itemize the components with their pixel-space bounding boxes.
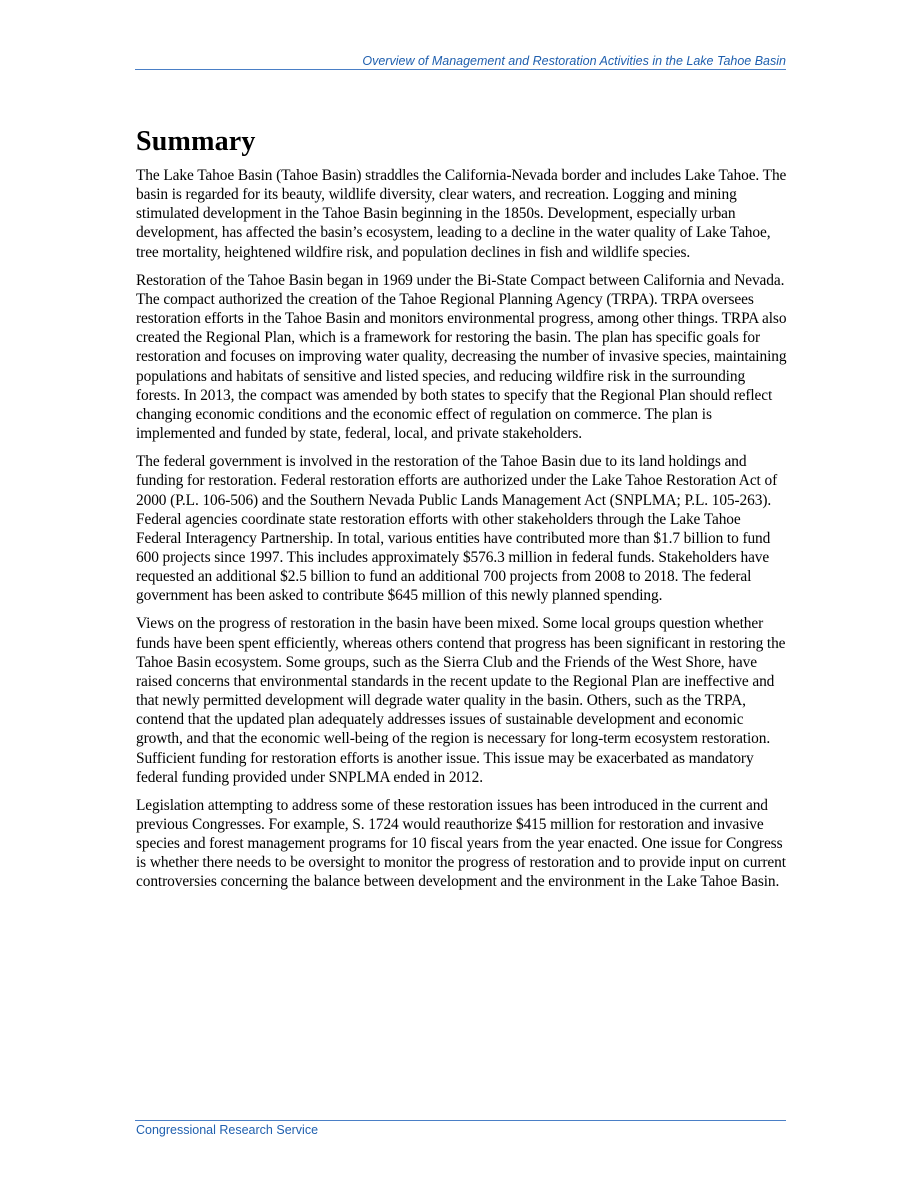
section-title: Summary [136,126,256,157]
paragraph-restoration-history: Restoration of the Tahoe Basin began in 1969 under the Bi-State Compact between California and Nevada. The compact authorized the creation of the Tahoe Regional Planning Agency (TRPA). TRPA oversees restoration efforts in the Tahoe Basin and monitors environmental progress, among other things. TRPA also created the Regional Plan, which is a framework for restoring the basin. The plan has specific goals for restoration and focuses on improving water quality, decreasing the number of invasive species, maintaining populations and habitats of sensitive and listed species, and reducing wildfire risk in the surrounding forests. In 2013, the compact was amended by both states to specify that the Regional Plan should reflect changing economic conditions and the economic effect of regulation on commerce. The plan is implemented and funded by state, federal, local, and private stakeholders. [136,271,787,443]
running-header: Overview of Management and Restoration Activities in the Lake Tahoe Basin [362,54,786,68]
footer-divider [135,1120,786,1121]
paragraph-views-on-progress: Views on the progress of restoration in the basin have been mixed. Some local groups question whether funds have been spent efficiently, whereas others contend that progress has been significant in restoring the Tahoe Basin ecosystem. Some groups, such as the Sierra Club and the Friends of the West Shore, have raised concerns that environmental standards in the recent update to the Regional Plan are ineffective and that newly permitted development will degrade water quality in the basin. Others, such as the TRPA, contend that the updated plan adequately addresses issues of sustainable development and economic growth, and that the economic well-being of the region is necessary for long-term ecosystem restoration. Sufficient funding for restoration efforts is another issue. This issue may be exacerbated as mandatory federal funding provided under SNPLMA ended in 2012. [136,615,786,786]
paragraph-federal-role: The federal government is involved in the restoration of the Tahoe Basin due to its land holdings and funding for restoration. Federal restoration efforts are authorized under the Lake Tahoe Restoration Act of 2000 (P.L. 106-506) and the Southern Nevada Public Lands Management Act (SNPLMA; P.L. 105-263). Federal agencies coordinate state restoration efforts with other stakeholders through the Lake Tahoe Federal Interagency Partnership. In total, various entities have contributed more than $1.7 billion to fund 600 projects since 1997. This includes approximately $576.3 million in federal funds. Stakeholders have requested an additional $2.5 billion to fund an additional 700 projects from 2008 to 2018. The federal government has been asked to contribute $645 million of this newly planned spending. [136,453,778,605]
paragraph-overview: The Lake Tahoe Basin (Tahoe Basin) straddles the California-Nevada border and includes Lake Tahoe. The basin is regarded for its beauty, wildlife diversity, clear waters, and recreation. Logging and mining stimulated development in the Tahoe Basin beginning in the 1850s. Development, especially urban development, has affected the basin’s ecosystem, leading to a decline in the water quality of Lake Tahoe, tree mortality, heightened wildfire risk, and population declines in fish and wildlife species. [136,167,787,261]
paragraph-legislation: Legislation attempting to address some of these restoration issues has been introduced in the current and previous Congresses. For example, S. 1724 would reauthorize $415 million for restoration and invasive species and forest management programs for 10 fiscal years from the year enacted. One issue for Congress is whether there needs to be oversight to monitor the progress of restoration and to provide input on current controversies concerning the balance between development and the environment in the Lake Tahoe Basin. [136,796,786,891]
main-content [136,124,787,901]
header-divider [135,69,786,70]
footer-organization: Congressional Research Service [136,1123,319,1137]
